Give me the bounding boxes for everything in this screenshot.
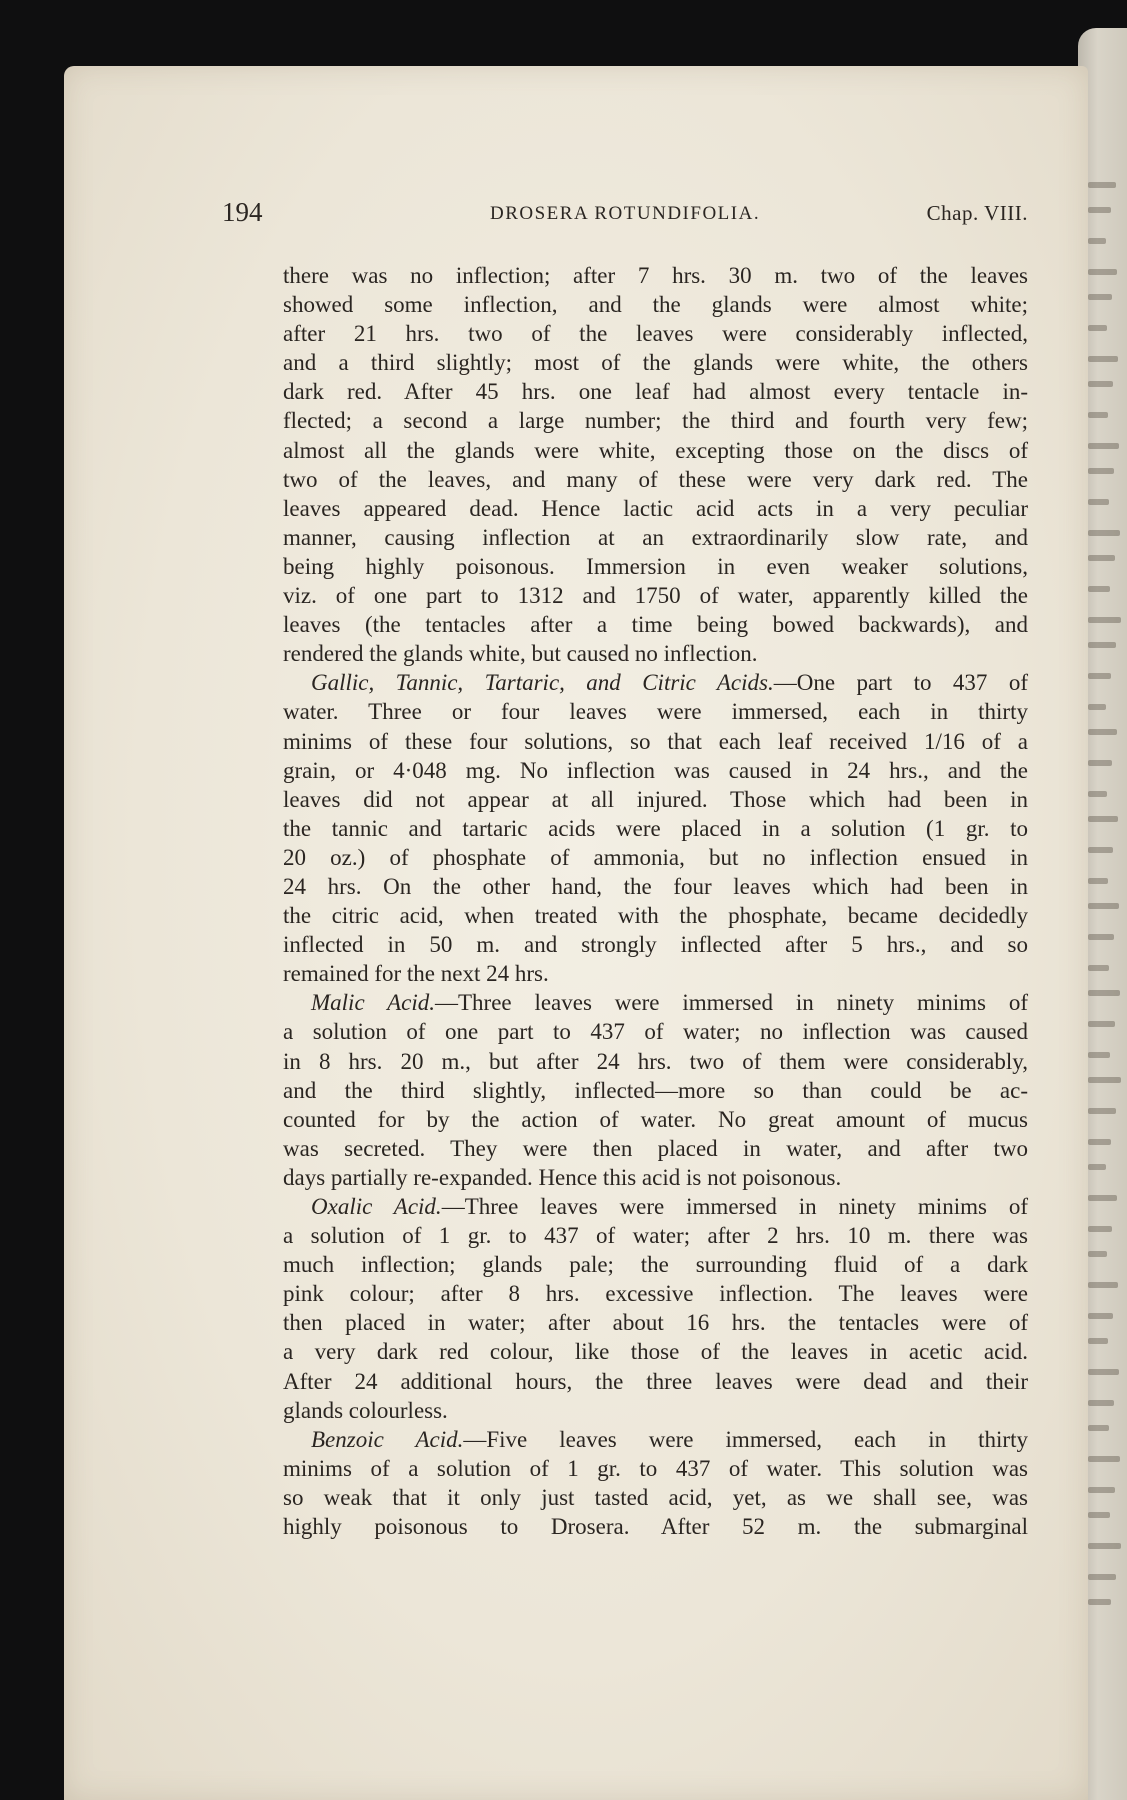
line-text: leaves did not appear at all injured. Those which had been in xyxy=(283,786,1028,812)
paragraph-heading: Malic Acid. xyxy=(311,990,435,1016)
adjacent-page-text-fragment xyxy=(1088,1108,1116,1114)
text-line xyxy=(283,668,1028,697)
adjacent-page-text-fragment xyxy=(1088,1282,1118,1288)
adjacent-page-text-fragment xyxy=(1088,965,1109,971)
adjacent-page-text-fragment xyxy=(1088,1400,1114,1406)
adjacent-page-text-fragment xyxy=(1088,238,1106,244)
adjacent-page-text-fragment xyxy=(1088,1574,1116,1580)
adjacent-page-text-fragment xyxy=(1088,704,1106,710)
line-text: flected; a second a large number; the third and fourth very few; xyxy=(283,408,1028,434)
adjacent-page-text-fragment xyxy=(1088,903,1119,909)
text-line xyxy=(283,1512,1028,1541)
text-line xyxy=(283,988,1028,1017)
line-text: almost all the glands were white, excepting those on the discs of xyxy=(283,437,1028,463)
adjacent-page-text-fragment xyxy=(1088,1456,1120,1462)
line-text: counted for by the action of water. No great amount of mucus xyxy=(283,1106,1028,1132)
line-text: pink colour; after 8 hrs. excessive inflection. The leaves were xyxy=(283,1281,1028,1307)
line-text: minims of a solution of 1 gr. to 437 of water. This solution was xyxy=(283,1455,1028,1481)
page-number: 194 xyxy=(222,197,263,227)
page-header xyxy=(222,197,1028,231)
text-line xyxy=(283,930,1028,959)
adjacent-page-text-fragment xyxy=(1088,1369,1119,1375)
text-line xyxy=(283,465,1028,494)
text-line xyxy=(283,290,1028,319)
adjacent-page-text-fragment xyxy=(1088,760,1112,766)
adjacent-page-text-fragment xyxy=(1088,1139,1111,1145)
text-line xyxy=(283,1047,1028,1076)
chapter-label: Chap. VIII. xyxy=(926,201,1028,225)
line-text: so weak that it only just tasted acid, yet, as we shall see, was xyxy=(283,1484,1028,1510)
adjacent-page-text-fragment xyxy=(1088,468,1114,474)
line-text: then placed in water; after about 16 hrs. the tentacles were of xyxy=(283,1310,1028,1336)
text-line xyxy=(283,959,1028,988)
adjacent-page-text-fragment xyxy=(1088,1251,1107,1257)
line-text: and the third slightly, inflected—more so than could be ac- xyxy=(283,1077,1028,1103)
line-text: water. Three or four leaves were immersed, each in thirty xyxy=(283,699,1028,725)
line-text: was secreted. They were then placed in water, and after two xyxy=(283,1135,1028,1161)
line-text: —Three leaves were immersed in ninety minims of xyxy=(434,990,1028,1016)
text-line xyxy=(283,494,1028,523)
text-line xyxy=(283,1425,1028,1454)
adjacent-page-text-fragment xyxy=(1088,207,1111,213)
text-line xyxy=(283,1163,1028,1192)
line-text: a very dark red colour, like those of the leaves in acetic acid. xyxy=(283,1339,1028,1365)
adjacent-page-text-fragment xyxy=(1088,729,1117,735)
adjacent-page-text-fragment xyxy=(1088,381,1113,387)
text-line xyxy=(283,872,1028,901)
adjacent-page-text-fragment xyxy=(1088,791,1107,797)
text-line xyxy=(283,1308,1028,1337)
text-line xyxy=(283,348,1028,377)
line-text: viz. of one part to 1312 and 1750 of water, apparently killed the xyxy=(283,583,1028,609)
line-text: there was no inflection; after 7 hrs. 30 m. two of the leaves xyxy=(283,263,1028,288)
text-line xyxy=(283,552,1028,581)
line-text: a solution of 1 gr. to 437 of water; after 2 hrs. 10 m. there was xyxy=(283,1223,1028,1249)
paragraph-heading: Gallic, Tannic, Tartaric, and Citric Acids. xyxy=(311,670,774,696)
adjacent-page-text-fragment xyxy=(1088,934,1114,940)
line-text: a solution of one part to 437 of water; no inflection was caused xyxy=(283,1019,1028,1045)
paragraph-heading: Oxalic Acid. xyxy=(311,1194,442,1219)
line-text: remained for the next 24 hrs. xyxy=(283,961,549,987)
line-text: two of the leaves, and many of these were very dark red. The xyxy=(283,466,1028,492)
line-text: dark red. After 45 hrs. one leaf had almost every tentacle in- xyxy=(283,379,1028,405)
adjacent-page-text-fragment xyxy=(1088,1338,1108,1344)
adjacent-page-text-fragment xyxy=(1088,1425,1109,1431)
text-line xyxy=(283,377,1028,406)
text-line xyxy=(283,610,1028,639)
line-text: minims of these four solutions, so that each leaf received 1/16 of a xyxy=(283,728,1028,754)
line-text: leaves appeared dead. Hence lactic acid acts in a very peculiar xyxy=(283,495,1028,521)
paragraph-heading: Benzoic Acid. xyxy=(311,1426,464,1452)
adjacent-page-text-fragment xyxy=(1088,878,1108,884)
line-text: the citric acid, when treated with the phosphate, became decidedly xyxy=(283,903,1028,929)
adjacent-page-text-fragment xyxy=(1088,1599,1111,1605)
text-line xyxy=(283,523,1028,552)
text-line xyxy=(283,1192,1028,1221)
adjacent-page-text-fragment xyxy=(1088,1226,1112,1232)
adjacent-page-text-fragment xyxy=(1088,412,1108,418)
line-text: leaves (the tentacles after a time being bowed backwards), and xyxy=(283,612,1028,638)
adjacent-page-text-fragment xyxy=(1088,555,1115,561)
text-line xyxy=(283,261,1028,290)
adjacent-page-text-fragment xyxy=(1088,1512,1110,1518)
text-line xyxy=(283,406,1028,435)
line-text: showed some inflection, and the glands were almost white; xyxy=(283,292,1028,318)
adjacent-page-text-fragment xyxy=(1088,356,1118,362)
line-text: days partially re-expanded. Hence this acid is not poisonous. xyxy=(283,1164,842,1190)
adjacent-page-text-fragment xyxy=(1088,586,1110,592)
adjacent-page-text-fragment xyxy=(1088,325,1107,331)
body-text xyxy=(283,261,1028,1541)
text-line xyxy=(283,1396,1028,1425)
text-line xyxy=(283,697,1028,726)
adjacent-page-text-fragment xyxy=(1088,1021,1115,1027)
line-text: 24 hrs. On the other hand, the four leaves which had been in xyxy=(283,873,1028,899)
text-line xyxy=(283,1221,1028,1250)
adjacent-page-text-fragment xyxy=(1088,847,1113,853)
text-line xyxy=(283,1105,1028,1134)
adjacent-page-text-fragment xyxy=(1088,182,1116,188)
line-text: highly poisonous to Drosera. After 52 m. the submarginal xyxy=(283,1514,1028,1540)
adjacent-page-text-fragment xyxy=(1088,1487,1115,1493)
text-line xyxy=(283,436,1028,465)
line-text: glands colourless. xyxy=(283,1397,448,1423)
line-text: —One part to 437 of xyxy=(773,670,1028,696)
adjacent-page-text-fragment xyxy=(1088,1543,1121,1549)
adjacent-page-text-fragment xyxy=(1088,1077,1121,1083)
adjacent-page-text-fragment xyxy=(1088,1052,1110,1058)
line-text: —Five leaves were immersed, each in thirty xyxy=(463,1426,1028,1452)
running-title: DROSERA ROTUNDIFOLIA. xyxy=(490,203,761,224)
line-text: inflected in 50 m. and strongly inflected after 5 hrs., and so xyxy=(283,932,1028,958)
text-line xyxy=(283,639,1028,668)
adjacent-page-text-fragment xyxy=(1088,269,1117,275)
line-text: the tannic and tartaric acids were placed in a solution (1 gr. to xyxy=(283,815,1028,841)
text-line xyxy=(283,319,1028,348)
text-line xyxy=(283,785,1028,814)
text-line xyxy=(283,1250,1028,1279)
line-text: rendered the glands white, but caused no inflection. xyxy=(283,641,758,667)
text-line xyxy=(283,581,1028,610)
text-line xyxy=(283,1017,1028,1046)
adjacent-page-text-fragment xyxy=(1088,443,1119,449)
text-line xyxy=(283,814,1028,843)
adjacent-page-text-fragment xyxy=(1088,816,1118,822)
line-text: and a third slightly; most of the glands were white, the others xyxy=(283,350,1028,376)
adjacent-page-text-fragment xyxy=(1088,1164,1106,1170)
adjacent-page-text-fragment xyxy=(1088,990,1120,996)
text-line xyxy=(283,727,1028,756)
adjacent-page-text-fragment xyxy=(1088,499,1109,505)
adjacent-page-text-fragment xyxy=(1088,673,1111,679)
text-line xyxy=(283,1454,1028,1483)
line-text: manner, causing inflection at an extraordinarily slow rate, and xyxy=(283,524,1028,550)
text-line xyxy=(283,1279,1028,1308)
text-line xyxy=(283,756,1028,785)
line-text: in 8 hrs. 20 m., but after 24 hrs. two of them were considerably, xyxy=(283,1048,1028,1074)
text-line xyxy=(283,901,1028,930)
adjacent-page-text-fragment xyxy=(1088,294,1112,300)
adjacent-page-text-fragment xyxy=(1088,617,1121,623)
adjacent-page-text-fragment xyxy=(1088,1195,1117,1201)
text-line xyxy=(283,1337,1028,1366)
line-text: —Three leaves were immersed in ninety minims of xyxy=(441,1194,1028,1219)
text-line xyxy=(283,843,1028,872)
line-text: after 21 hrs. two of the leaves were considerably inflected, xyxy=(283,321,1028,347)
line-text: being highly poisonous. Immersion in even weaker solutions, xyxy=(283,553,1028,579)
line-text: much inflection; glands pale; the surrounding fluid of a dark xyxy=(283,1252,1028,1278)
text-line xyxy=(283,1367,1028,1396)
text-line xyxy=(283,1076,1028,1105)
adjacent-page-text-fragment xyxy=(1088,642,1116,648)
line-text: After 24 additional hours, the three leaves were dead and their xyxy=(283,1368,1028,1394)
line-text: grain, or 4·048 mg. No inflection was caused in 24 hrs., and the xyxy=(283,757,1028,783)
text-line xyxy=(283,1134,1028,1163)
text-line xyxy=(283,1483,1028,1512)
adjacent-page-text-fragment xyxy=(1088,530,1120,536)
line-text: 20 oz.) of phosphate of ammonia, but no inflection ensued in xyxy=(283,844,1028,870)
adjacent-page-text-fragment xyxy=(1088,1313,1113,1319)
